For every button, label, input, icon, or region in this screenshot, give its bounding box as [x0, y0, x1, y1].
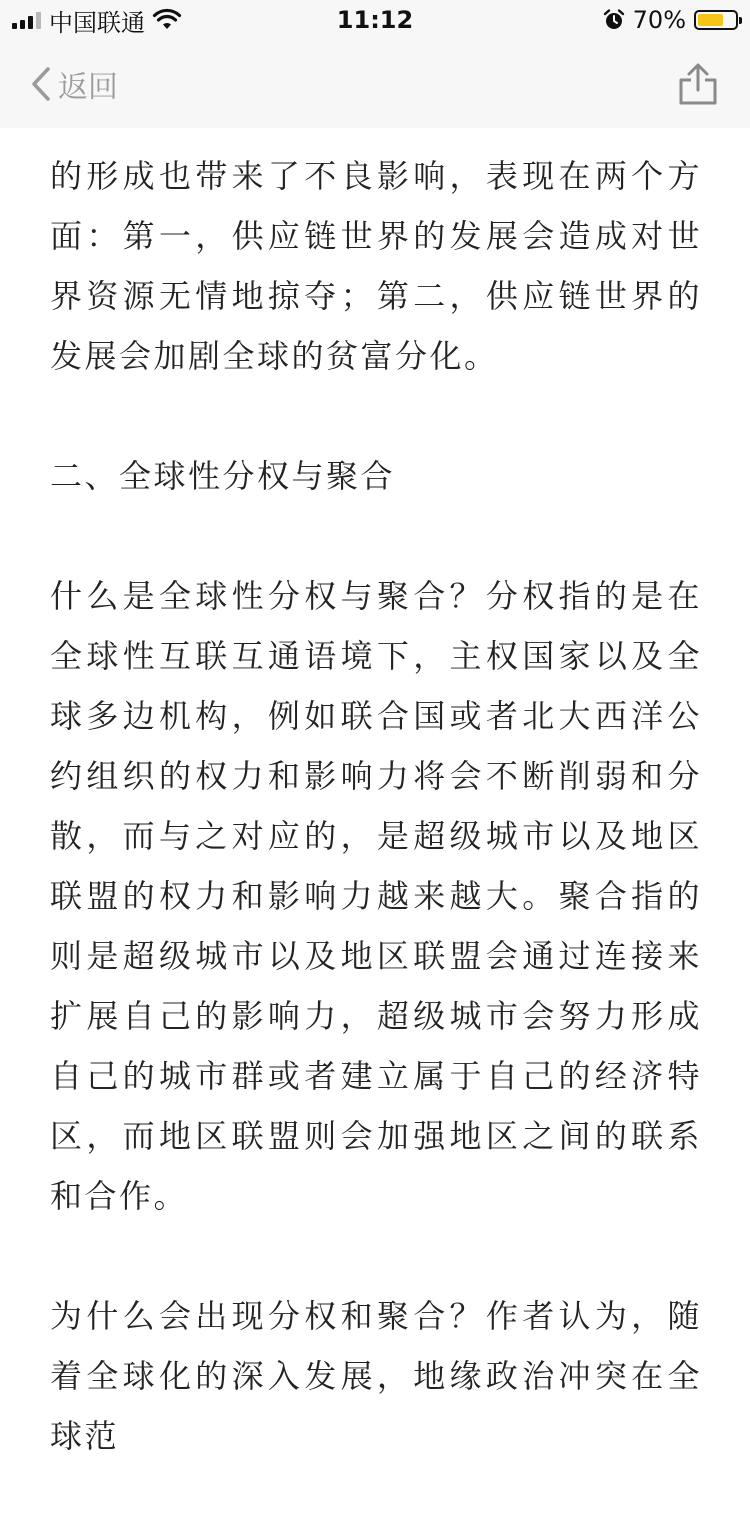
battery-fill — [698, 14, 723, 26]
carrier-label: 中国联通 — [49, 8, 145, 37]
article-body — [50, 88, 702, 1526]
back-button[interactable] — [30, 62, 118, 106]
wifi-icon — [153, 9, 181, 31]
chevron-left-icon — [30, 66, 52, 102]
status-right — [603, 6, 738, 34]
nav-bar — [0, 40, 750, 128]
status-left — [12, 3, 181, 38]
article-paragraph: 什么是全球性分权与聚合？分权指的是在全球性互联互通语境下，主权国家以及全球多边机构，例如联合国或者北大西洋公约组织的权力和影响力将会不断削弱和分散，而与之对应的，是超级城市以及地区联盟的权力和影响力越来越大。聚合指的则是超级城市以及地区联盟会通过连接来扩展自己的影响力，超级城市会努力形成自己的城市群或者建立属于自己的经济特区，而地区联盟则会加强地区之间的联系和合作。 — [50, 577, 702, 1215]
status-bar — [0, 0, 750, 40]
section-heading: 二、全球性分权与聚合 — [50, 457, 396, 495]
share-icon[interactable] — [676, 62, 720, 106]
article-paragraph-partial: 的形成也带来了不良影响，表现在两个方面：第一，供应链世界的发展会造成对世界资源无情地掠夺；第二，供应链世界的发展会加剧全球的贫富分化。 — [50, 157, 702, 375]
battery-icon — [694, 10, 738, 30]
status-time: 11:12 — [336, 6, 414, 34]
signal-icon — [12, 11, 41, 29]
battery-percent: 70% — [632, 6, 686, 34]
alarm-icon — [603, 9, 625, 31]
back-label: 返回 — [58, 70, 118, 105]
article-paragraph: 为什么会出现分权和聚合？作者认为，随着全球化的深入发展，地缘政治冲突在全球范 — [50, 1297, 702, 1455]
